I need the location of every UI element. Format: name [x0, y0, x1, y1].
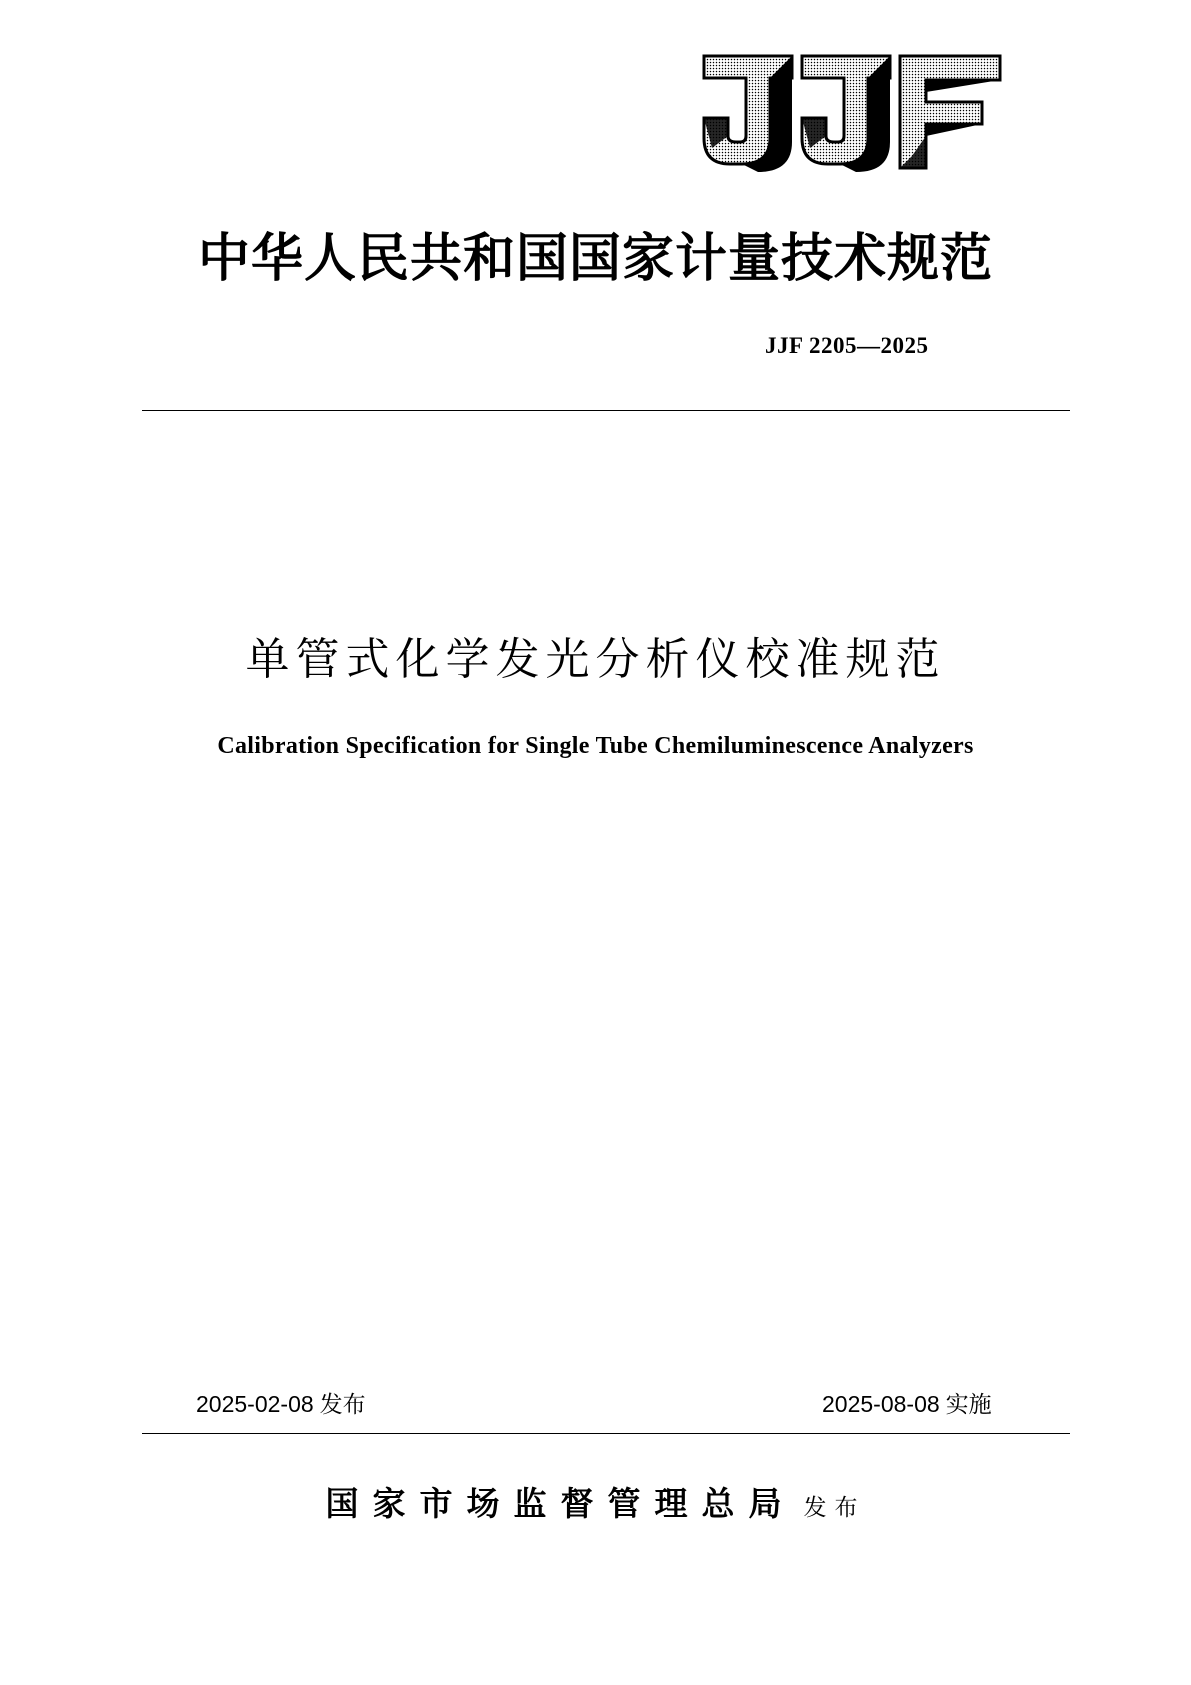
top-divider	[142, 410, 1070, 411]
publisher-action: 发布	[803, 1495, 866, 1521]
implementation-date-value: 2025-08-08	[822, 1391, 940, 1417]
issue-date-value: 2025-02-08	[196, 1391, 314, 1417]
implementation-date-label: 实施	[945, 1392, 992, 1418]
implementation-date	[822, 1386, 992, 1419]
document-title-english: Calibration Specification for Single Tube Chemiluminescence Analyzers	[217, 733, 974, 759]
logo-letter-f	[900, 56, 1000, 168]
bottom-divider	[142, 1433, 1070, 1434]
publisher-org: 国家市场监督管理总局	[325, 1484, 796, 1523]
issue-date-label: 发布	[319, 1392, 366, 1418]
logo-letter-j-1	[704, 56, 792, 172]
issue-date	[196, 1386, 366, 1419]
publisher-line	[0, 1478, 1191, 1525]
document-number: JJF 2205—2025	[765, 333, 929, 358]
document-title-chinese: 单管式化学发光分析仪校准规范	[245, 634, 946, 685]
authority-title: 中华人民共和国国家计量技术规范	[197, 228, 993, 289]
jjf-logo	[700, 52, 1006, 176]
logo-letter-j-2	[802, 56, 890, 172]
